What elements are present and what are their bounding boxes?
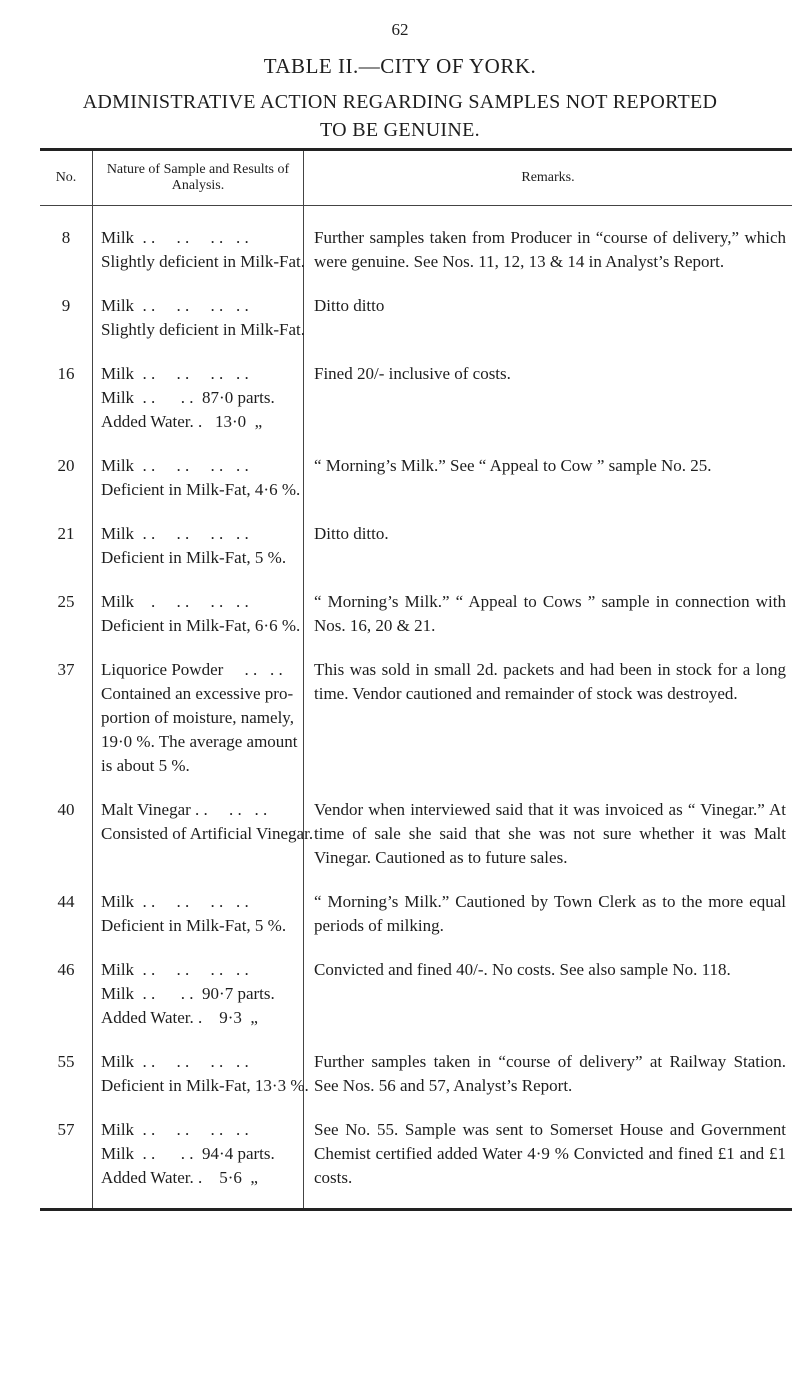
table-row bbox=[40, 434, 792, 502]
nature-line: Added Water. . 9·3 „ bbox=[101, 1008, 258, 1027]
table-row bbox=[40, 1098, 792, 1190]
nature-line: Milk . . . . . . . . bbox=[101, 296, 249, 315]
sample-nature bbox=[92, 1030, 309, 1098]
nature-line: Slightly deficient in Milk-Fat. bbox=[101, 320, 305, 339]
nature-line: Milk . . . . . . . . bbox=[101, 1052, 249, 1071]
table-row bbox=[40, 938, 792, 1030]
nature-line: Milk . . . . . . . . bbox=[101, 456, 249, 475]
sample-nature bbox=[92, 778, 314, 870]
table-row bbox=[40, 502, 792, 570]
nature-line: Consisted of Artificial Vinegar. bbox=[101, 824, 314, 843]
sample-number: 37 bbox=[57, 660, 75, 679]
sample-number: 9 bbox=[61, 296, 71, 315]
nature-line: Milk . . . . 90·7 parts. bbox=[101, 984, 275, 1003]
sample-number: 55 bbox=[57, 1052, 75, 1071]
nature-line: Malt Vinegar . . . . . . bbox=[101, 800, 268, 819]
nature-line: Deficient in Milk-Fat, 5 %. bbox=[101, 916, 287, 935]
sample-remarks: “ Morning’s Milk.” “ Appeal to Cows ” sample in connection with Nos. 16, 20 & 21. bbox=[314, 592, 786, 635]
sample-nature bbox=[92, 434, 304, 502]
nature-line: Milk . . . . . . . . bbox=[101, 364, 249, 383]
sample-remarks: Ditto ditto bbox=[314, 296, 385, 315]
sample-number: 16 bbox=[57, 364, 75, 383]
nature-line: Milk . . . . 87·0 parts. bbox=[101, 388, 275, 407]
bottom-rule bbox=[40, 1208, 792, 1211]
table-row bbox=[40, 274, 792, 342]
sample-number: 46 bbox=[57, 960, 75, 979]
sample-remarks: “ Morning’s Milk.” Cautioned by Town Clerk as to the more equal periods of milking. bbox=[314, 892, 786, 935]
sample-nature bbox=[92, 274, 304, 342]
nature-line: Milk . . . . . . . . bbox=[101, 892, 249, 911]
table-row bbox=[40, 570, 792, 638]
nature-line: Liquorice Powder . . . . bbox=[101, 660, 283, 679]
header-nature: Nature of Sample and Results of Analysis. bbox=[92, 151, 304, 205]
sample-number: 8 bbox=[61, 228, 71, 247]
sample-number: 25 bbox=[57, 592, 75, 611]
sample-remarks: Vendor when interviewed said that it was invoiced as “ Vinegar.” At time of sale she said that she was not sure whether it was Malt Vinegar. Cautioned as to future sales. bbox=[314, 800, 786, 867]
nature-line: portion of moisture, namely, bbox=[101, 708, 294, 727]
nature-line: is about 5 %. bbox=[101, 756, 190, 775]
nature-line: Deficient in Milk-Fat, 5 %. bbox=[101, 548, 287, 567]
nature-line: Milk . . . . . . . bbox=[101, 592, 249, 611]
table-row bbox=[40, 870, 792, 938]
subtitle-line: TO BE GENUINE. bbox=[320, 119, 480, 141]
table-row bbox=[40, 342, 792, 434]
nature-line: Added Water. . 5·6 „ bbox=[101, 1168, 258, 1187]
sample-remarks: Convicted and fined 40/-. No costs. See also sample No. 118. bbox=[314, 960, 731, 979]
sample-remarks: Fined 20/- inclusive of costs. bbox=[314, 364, 511, 383]
sample-nature bbox=[92, 1098, 304, 1190]
nature-line: Deficient in Milk-Fat, 4·6 %. bbox=[101, 480, 301, 499]
sample-nature bbox=[92, 206, 304, 274]
table-row bbox=[40, 1030, 792, 1098]
sample-number: 57 bbox=[57, 1120, 75, 1139]
sample-number: 40 bbox=[57, 800, 75, 819]
table-row bbox=[40, 206, 792, 274]
nature-line: Contained an excessive pro- bbox=[101, 684, 294, 703]
sample-remarks: See No. 55. Sample was sent to Somerset House and Government Chemist certified added Water 4·9 % Convicted and fined £1 and £1 costs. bbox=[314, 1120, 786, 1187]
sample-remarks: “ Morning’s Milk.” See “ Appeal to Cow ” sample No. 25. bbox=[314, 456, 712, 475]
nature-line: Added Water. . 13·0 „ bbox=[101, 412, 263, 431]
page-number: 62 bbox=[391, 20, 409, 39]
sample-nature bbox=[92, 502, 304, 570]
table-body bbox=[40, 206, 792, 1190]
table-bottom-space bbox=[40, 1190, 792, 1208]
nature-line: Deficient in Milk-Fat, 13·3 %. bbox=[101, 1076, 309, 1095]
samples-table bbox=[40, 148, 792, 1211]
sample-number: 44 bbox=[57, 892, 75, 911]
nature-line: Milk . . . . . . . . bbox=[101, 524, 249, 543]
sample-number: 20 bbox=[57, 456, 75, 475]
nature-line: Deficient in Milk-Fat, 6·6 %. bbox=[101, 616, 301, 635]
nature-line: Milk . . . . . . . . bbox=[101, 960, 249, 979]
sample-nature bbox=[92, 638, 304, 778]
nature-line: Slightly deficient in Milk-Fat. bbox=[101, 252, 305, 271]
nature-line: Milk . . . . . . . . bbox=[101, 1120, 249, 1139]
sample-nature bbox=[92, 570, 304, 638]
sample-number: 21 bbox=[57, 524, 75, 543]
sample-remarks: Ditto ditto. bbox=[314, 524, 389, 543]
table-header bbox=[40, 151, 792, 206]
sample-nature bbox=[92, 342, 304, 434]
table-title: TABLE II.—CITY OF YORK. bbox=[263, 54, 537, 78]
header-no: No. bbox=[55, 170, 77, 185]
nature-line: Milk . . . . . . . . bbox=[101, 228, 249, 247]
nature-line: 19·0 %. The average amount bbox=[101, 732, 298, 751]
header-remarks: Remarks. bbox=[521, 170, 575, 185]
sample-nature bbox=[92, 938, 304, 1030]
sample-remarks: This was sold in small 2d. packets and had been in stock for a long time. Vendor cautioned and remainder of stock was destroyed. bbox=[314, 660, 786, 703]
sample-nature bbox=[92, 870, 304, 938]
table-row bbox=[40, 638, 792, 778]
subtitle-line: ADMINISTRATIVE ACTION REGARDING SAMPLES NOT REPORTED bbox=[82, 91, 718, 113]
table-subtitle bbox=[0, 88, 800, 144]
sample-remarks: Further samples taken in “course of delivery” at Railway Station. See Nos. 56 and 57, Analyst’s Report. bbox=[314, 1052, 786, 1095]
sample-remarks: Further samples taken from Producer in “course of delivery,” which were genuine. See Nos. 11, 12, 13 & 14 in Analyst’s Report. bbox=[314, 228, 786, 271]
table-row bbox=[40, 778, 792, 870]
nature-line: Milk . . . . 94·4 parts. bbox=[101, 1144, 275, 1163]
